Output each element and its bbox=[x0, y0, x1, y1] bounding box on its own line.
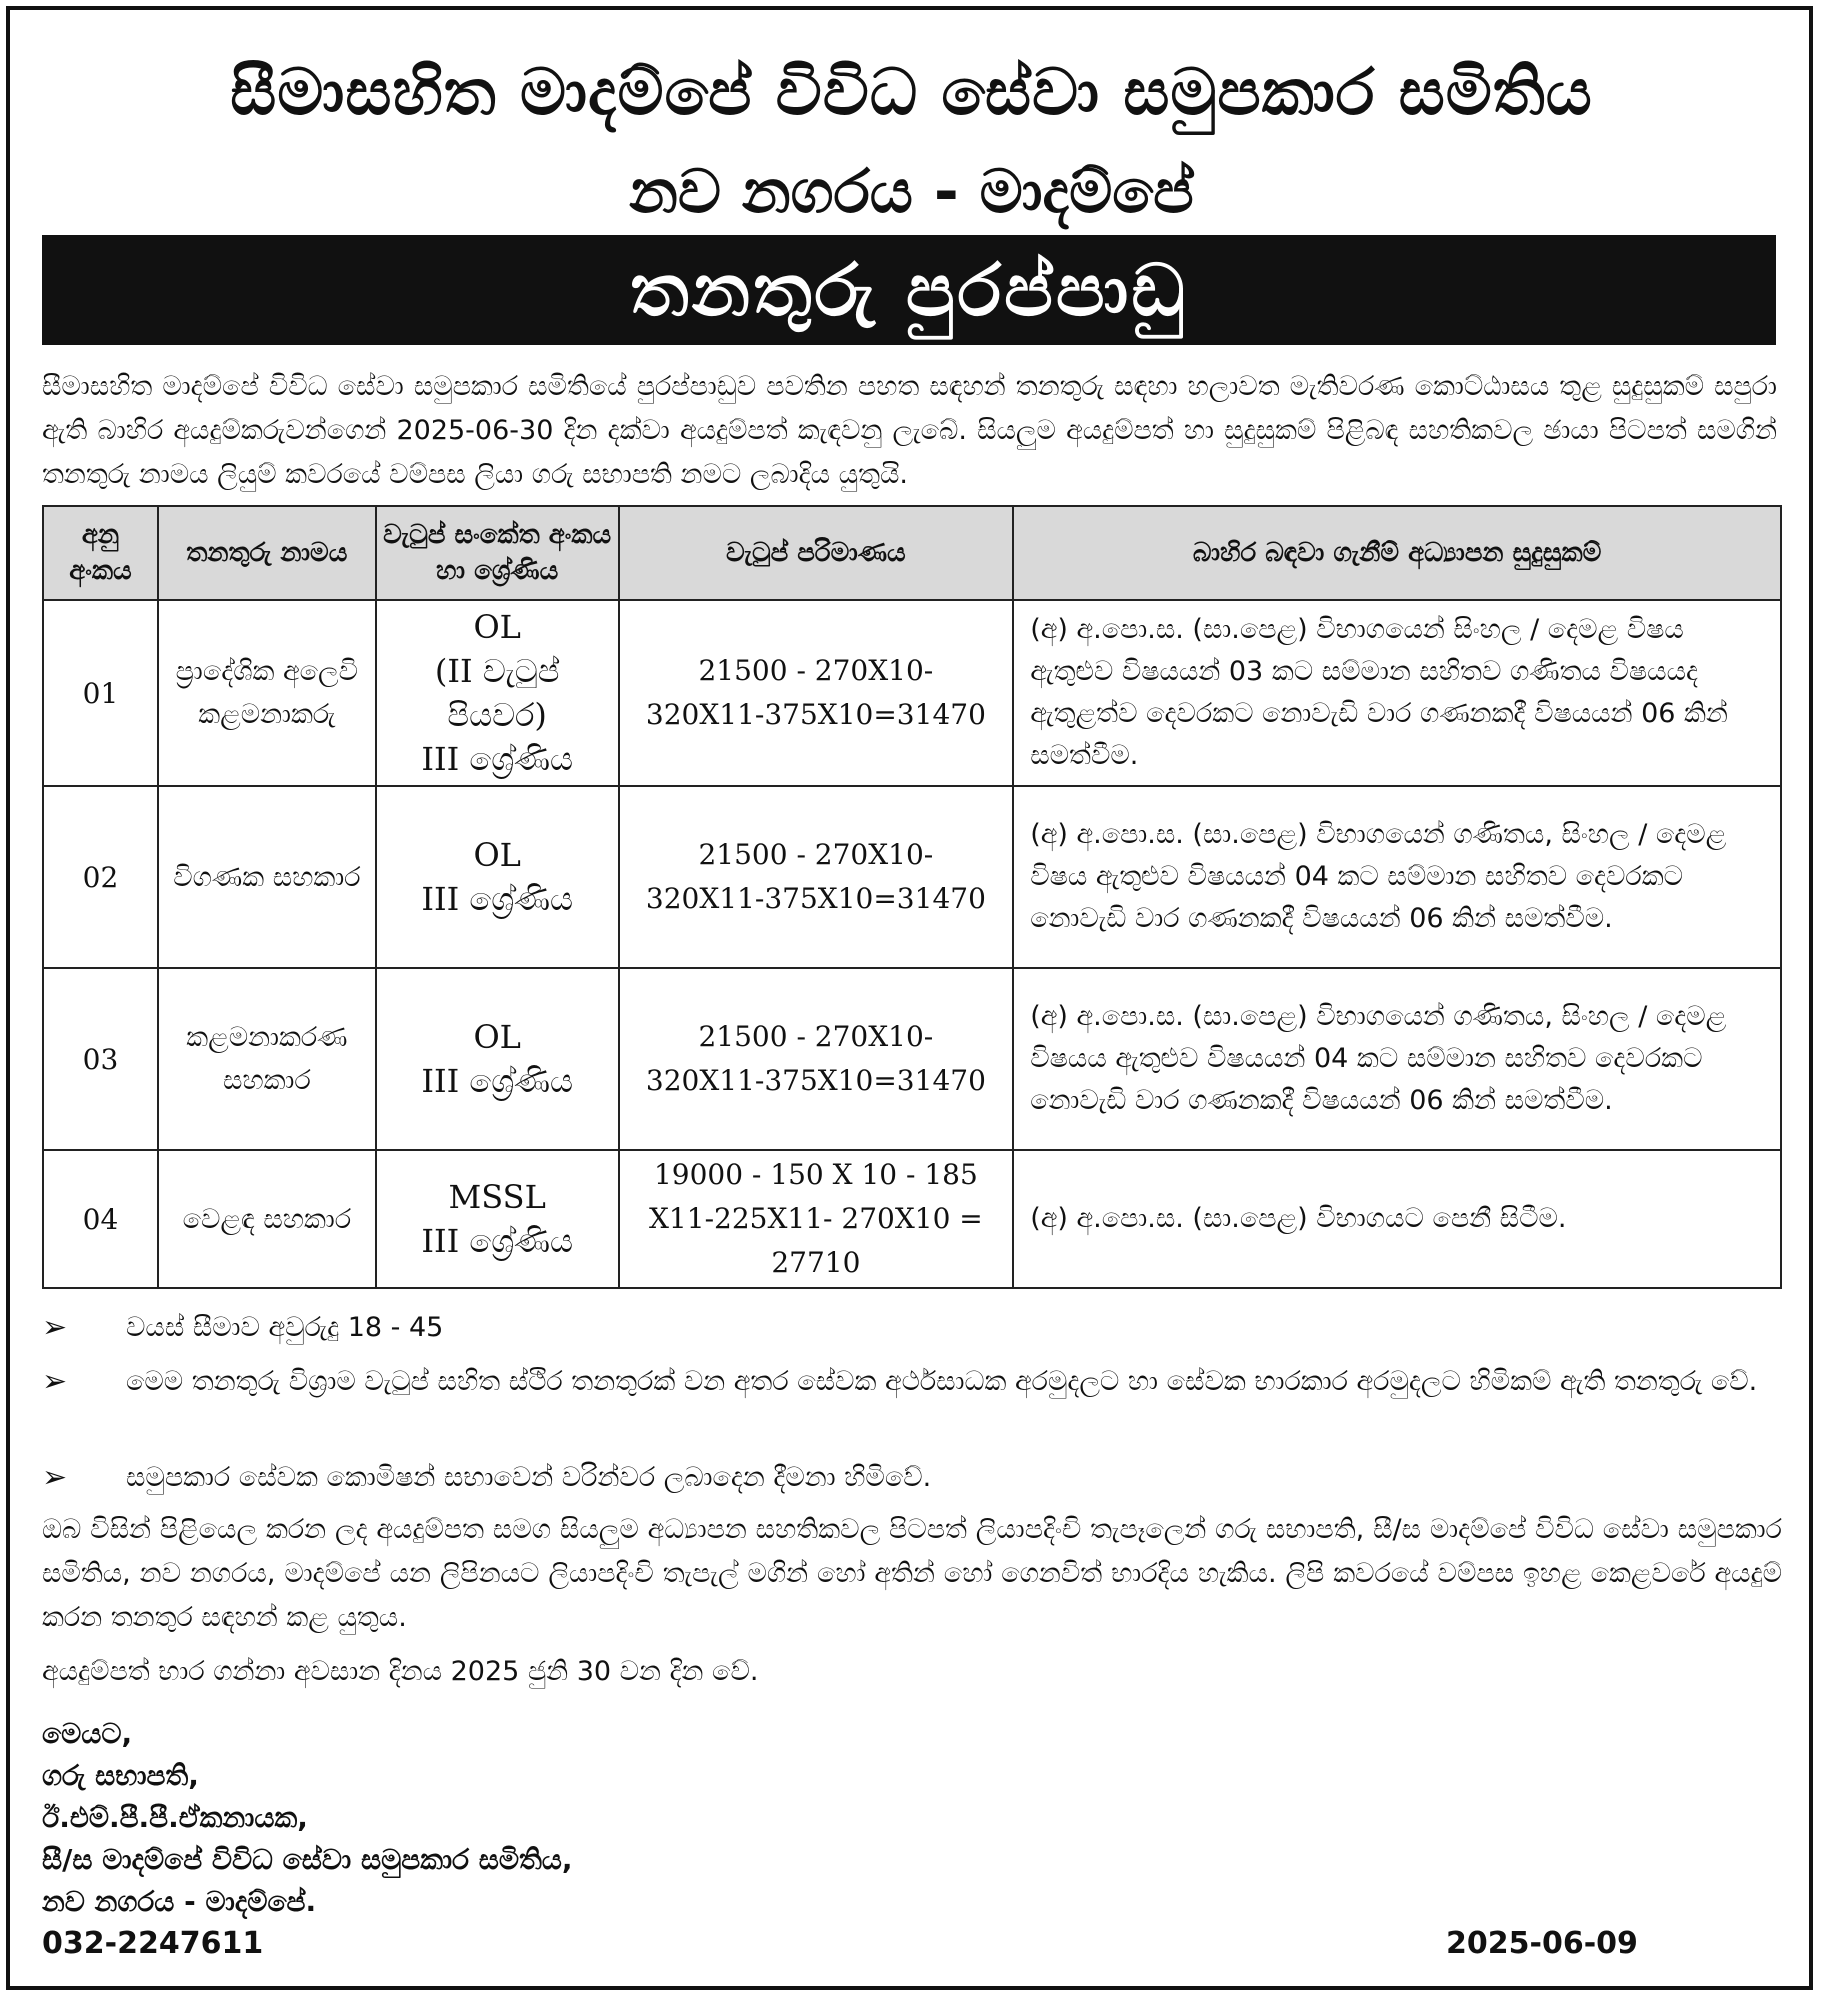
salary-code: OL bbox=[473, 1018, 521, 1056]
grade-label: III ශ්‍රේණිය bbox=[421, 880, 574, 918]
row-number: 02 bbox=[43, 786, 158, 968]
grade-label: III ශ්‍රේණිය bbox=[421, 1222, 574, 1260]
salary-line: 19000 - 150 X 10 - 185 bbox=[653, 1158, 978, 1191]
salary-cell bbox=[619, 786, 1014, 968]
grade-label: III ශ්‍රේණිය bbox=[421, 1062, 574, 1100]
bullet-text: වයස් සීමාව අවුරුදු 18 - 45 bbox=[126, 1312, 444, 1343]
header-salary: වැටුප් පරිමාණය bbox=[619, 506, 1014, 600]
notice-date: 2025-06-09 bbox=[1446, 1926, 1638, 1961]
table-row bbox=[43, 786, 1781, 968]
signature-line: මෙයට, bbox=[42, 1717, 133, 1750]
location-heading: නව නගරය - මාදම්පේ bbox=[629, 157, 1194, 227]
bullet-text: මෙම තනතුරු විශ්‍රාම වැටුප් සහිත ස්ථිර තනතුරක් වන අතර සේවක අර්ථසාධක අරමුදලට හා සේවක භාරකාර අරමුදලට හිමිකම් ඇති තනතුරු වේ. bbox=[126, 1366, 1758, 1397]
signature-line: සී/ස මාදම්පේ විවිධ සේවා සමුපකාර සමිතිය, bbox=[42, 1843, 573, 1876]
post-name: ප්‍රාදේශික අලෙවි කළමනාකරු bbox=[158, 600, 376, 786]
grade-label: III ශ්‍රේණිය bbox=[421, 740, 574, 778]
header-qualifications: බාහිර බඳවා ගැනීම් අධ්‍යාපන සුදුසුකම් bbox=[1013, 506, 1781, 600]
qualification-text: (අ) අ.පො.ස. (සා.පෙළ) විභාගයෙන් සිංහල / දෙමළ විෂය ඇතුළුව විෂයයන් 03 කට සම්මාන සහිතව ගණිතය විෂයයද ඇතුළත්ව දෙවරකට නොවැඩි වාර ගණනකදී විෂයයන් 06 කින් සමත්වීම. bbox=[1013, 600, 1781, 786]
post-name: කළමනාකරණ සහකාර bbox=[158, 968, 376, 1150]
post-name: විගණක සහකාර bbox=[158, 786, 376, 968]
salary-line: 27710 bbox=[771, 1246, 861, 1279]
bullet-text: සමුපකාර සේවක කොමිෂන් සභාවෙන් වරින්වර ලබාදෙන දීමනා හිමිවේ. bbox=[126, 1462, 932, 1493]
closing-date-text: අයදුම්පත් භාර ගන්නා අවසාන දිනය 2025 ජුනි 30 වන දින වේ. bbox=[42, 1656, 759, 1687]
vacancies-table bbox=[42, 505, 1782, 1289]
salary-line: 21500 - 270X10- bbox=[698, 838, 934, 871]
signature-line: නව නගරය - මාදම්පේ. bbox=[42, 1885, 317, 1918]
salary-cell bbox=[619, 600, 1014, 786]
bullet-age-limit bbox=[42, 1306, 1782, 1350]
header-post: තනතුරු නාමය bbox=[158, 506, 376, 600]
submission-paragraph: ඔබ විසින් පිළියෙල කරන ලද අයදුම්පත සමග සියලුම අධ්‍යාපන සහතිකවල පිටපත් ලියාපදිංචි තැපෑලෙන් ගරු සභාපති, සී/ස මාදම්පේ විවිධ සේවා සමුපකාර සමිතිය, නව නගරය, මාදම්පේ යන ලිපිනයට ලියාපදිංචි තැපැල් මගින් හෝ අතින් හෝ ගෙනවිත් භාරදිය හැකිය. ලිපි කවරයේ වම්පස ඉහළ කෙළවරේ අයදුම් කරන තනතුර සඳහන් කළ යුතුය. bbox=[42, 1514, 1782, 1633]
arrow-bullet-icon: ➢ bbox=[42, 1460, 68, 1495]
row-number: 04 bbox=[43, 1150, 158, 1288]
table-header-row bbox=[43, 506, 1781, 600]
salary-code: OL bbox=[473, 836, 521, 874]
row-number: 01 bbox=[43, 600, 158, 786]
bullet-allowance bbox=[42, 1456, 1782, 1500]
arrow-bullet-icon: ➢ bbox=[42, 1310, 68, 1345]
signature-line: ඊ.එම්.පී.පී.ඒකනායක, bbox=[42, 1801, 308, 1834]
signature-line: ගරු සභාපති, bbox=[42, 1759, 199, 1792]
post-name: වෙළඳ සහකාර bbox=[158, 1150, 376, 1288]
header-grade: වැටුප් සංකේත අංකය හා ශ්‍රේණිය bbox=[376, 506, 619, 600]
salary-line: 320X11-375X10=31470 bbox=[645, 1064, 986, 1097]
salary-cell bbox=[619, 1150, 1014, 1288]
grade-cell bbox=[376, 600, 619, 786]
signature-block bbox=[42, 1713, 573, 1923]
grade-cell bbox=[376, 968, 619, 1150]
salary-line: 320X11-375X10=31470 bbox=[645, 882, 986, 915]
salary-line: X11-225X11- 270X10 = bbox=[649, 1202, 983, 1235]
salary-line: 320X11-375X10=31470 bbox=[645, 698, 986, 731]
salary-cell bbox=[619, 968, 1014, 1150]
phone-number: 032-2247611 bbox=[42, 1926, 264, 1961]
society-name-heading: සීමාසහිත මාදම්පේ විවිධ සේවා සමුපකාර සමිතිය bbox=[230, 56, 1593, 130]
grade-cell bbox=[376, 786, 619, 968]
row-number: 03 bbox=[43, 968, 158, 1150]
qualification-text: (අ) අ.පො.ස. (සා.පෙළ) විභාගයෙන් ගණිතය, සිංහල / දෙමළ විෂයය ඇතුළුව විෂයයන් 04 කට සම්මාන සහිතව දෙවරකට නොවැඩි වාර ගණනකදී විෂයයන් 06 කින් සමත්වීම. bbox=[1013, 968, 1781, 1150]
qualification-text: (අ) අ.පො.ස. (සා.පෙළ) විභාගයට පෙනී සිටීම. bbox=[1013, 1150, 1781, 1288]
salary-line: 21500 - 270X10- bbox=[698, 1020, 934, 1053]
arrow-bullet-icon: ➢ bbox=[42, 1364, 68, 1399]
table-row bbox=[43, 1150, 1781, 1288]
table-row bbox=[43, 600, 1781, 786]
salary-code: MSSL bbox=[448, 1178, 546, 1216]
table-row bbox=[43, 968, 1781, 1150]
vacancies-banner: තනතුරු පුරප්පාඩු bbox=[42, 235, 1776, 345]
salary-step: (II වැටුප් පියවර) bbox=[434, 652, 560, 734]
salary-line: 21500 - 270X10- bbox=[698, 654, 934, 687]
qualification-text: (අ) අ.පො.ස. (සා.පෙළ) විභාගයෙන් ගණිතය, සිංහල / දෙමළ විෂය ඇතුළුව විෂයයන් 04 කට සම්මාන සහිතව දෙවරකට නොවැඩි වාර ගණනකදී විෂයයන් 06 කින් සමත්වීම. bbox=[1013, 786, 1781, 968]
grade-cell bbox=[376, 1150, 619, 1288]
header-no: අනු අංකය bbox=[43, 506, 158, 600]
salary-code: OL bbox=[473, 608, 521, 646]
bullet-pension bbox=[42, 1360, 1782, 1448]
intro-paragraph: සීමාසහිත මාදම්පේ විවිධ සේවා සමුපකාර සමිතියේ පුරප්පාඩුව පවතින පහත සඳහන් තනතුරු සඳහා හලාවත මැතිවරණ කොට්ඨාසය තුළ සුදුසුකම් සපුරා ඇති බාහිර අයදුම්කරුවන්ගෙන් 2025-06-30 දින දක්වා අයදුම්පත් කැඳවනු ලැබේ. සියලුම අයදුම්පත් හා සුදුසුකම් පිළිබඳ සහතිකවල ඡායා පිටපත් සමගින් තනතුරු නාමය ලියුම් කවරයේ වම්පස ලියා ගරු සභාපති නමට ලබාදිය යුතුයි. bbox=[42, 371, 1777, 490]
